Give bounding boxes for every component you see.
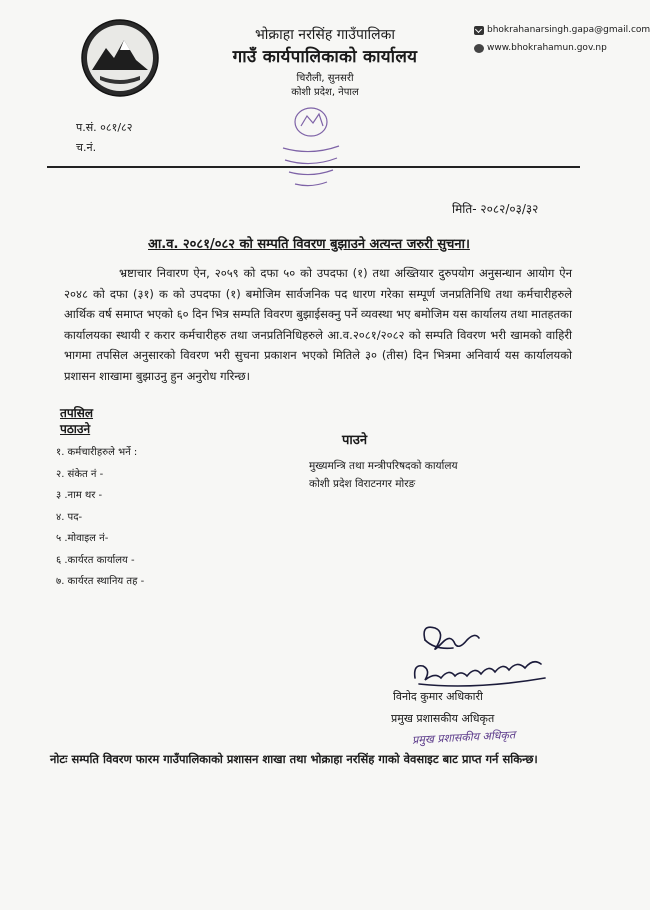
subject-line: आ.व. २०८१/०८२ को सम्पति विवरण बुझाउने अत्यन्त जरुरी सुचना।	[148, 237, 470, 252]
letter-date: मिति- २०८२/०३/३२	[452, 202, 539, 216]
email-icon	[474, 26, 484, 35]
office-seal-stamp	[275, 96, 345, 196]
designation-stamp: प्रमुख प्रशासकीय अधिकृत	[411, 728, 516, 747]
government-emblem-logo	[80, 18, 160, 98]
field-item: ७. कार्यरत स्थानिय तह -	[56, 576, 145, 587]
signatory-title: प्रमुख प्रशासकीय अधिकृत	[391, 712, 495, 725]
email-text: bhokrahanarsingh.gapa@gmail.com	[487, 25, 650, 35]
email-row	[474, 24, 650, 37]
notice-body: भ्रष्टाचार निवारण ऐन, २०५९ को दफा ५० को उपदफा (१) तथा अख्तियार दुरुपयोग अनुसन्धान आयोग ऐन २०४८ को दफा (३१) क को उपदफा (१) बमोजिम सार्वजनिक पद धारण गरेका सम्पूर्ण जनप्रतिनिधि तथा कर्मचारीहरुले आर्थिक वर्ष समाप्त भएको ६० दिन भित्र सम्पति विवरण बुझाईसक्नु पर्ने व्यवस्था भए बमोजिम यस कार्यालय तथा मातहतका कार्यालयका स्थायी र करार कर्मचारीहरु तथा जनप्रतिनिधिहरुले आ.व.२०८१/२०८२ को सम्पति विवरण भरी खामको वाहिरी भागमा तपसिल अनुसारको विवरण भरी सुचना प्रकाशन भएको मितिले ३० (तीस) दिन भित्रमा अनिवार्य यस कार्यालयको प्रशासन शाखामा बुझाउनु हुन अनुरोध गरिन्छ।	[64, 266, 572, 383]
schedule-heading: तपसिल	[60, 406, 94, 420]
address-line-2: कोशी प्रदेश, नेपाल	[291, 87, 359, 98]
dispatch-number: च.नं.	[76, 141, 97, 154]
signatory-name: विनोद कुमार अधिकारी	[393, 690, 483, 703]
receiver-line-1: मुख्यमन्त्रि तथा मन्त्रीपरिषदको कार्यालय	[309, 460, 458, 472]
field-item: ५ .मोवाइल नं-	[56, 533, 109, 544]
sender-heading: पठाउने	[60, 422, 91, 436]
address-line-1: चिरौली, सुनसरी	[296, 73, 354, 84]
field-item: ६ .कार्यरत कार्यालय -	[56, 554, 135, 566]
municipality-name: भोक्राहा नरसिंह गाउँपालिका	[254, 27, 396, 43]
footer-note: नोटः सम्पति विवरण फारम गाउँपालिकाको प्रशासन शाखा तथा भोक्राहा नरसिंह गाको वेवसाइट बाट प्राप्त गर्न सकिन्छ।	[50, 752, 538, 766]
receiver-line-2: कोशी प्रदेश विराटनगर मोरङ	[309, 478, 416, 490]
header-divider	[47, 166, 580, 168]
globe-icon	[474, 44, 484, 53]
letterhead	[180, 26, 470, 100]
field-item: ३ .नाम थर -	[56, 490, 103, 501]
handwritten-signature	[395, 620, 555, 700]
reference-numbers	[76, 118, 132, 158]
website-text: www.bhokrahamun.gov.np	[487, 43, 607, 53]
field-item: ४. पद-	[56, 511, 83, 523]
field-item: २. संकेत नं -	[56, 468, 104, 480]
receiver-heading: पाउने	[342, 433, 368, 448]
sender-fields-list	[56, 446, 144, 597]
office-name: गाउँ कार्यपालिकाको कार्यालय	[232, 47, 418, 67]
contact-info	[474, 24, 650, 60]
letter-number: प.सं. ०८१/८२	[76, 121, 133, 134]
field-item: १. कर्मचारीहरुले भर्ने :	[56, 447, 138, 458]
website-row	[474, 42, 615, 55]
